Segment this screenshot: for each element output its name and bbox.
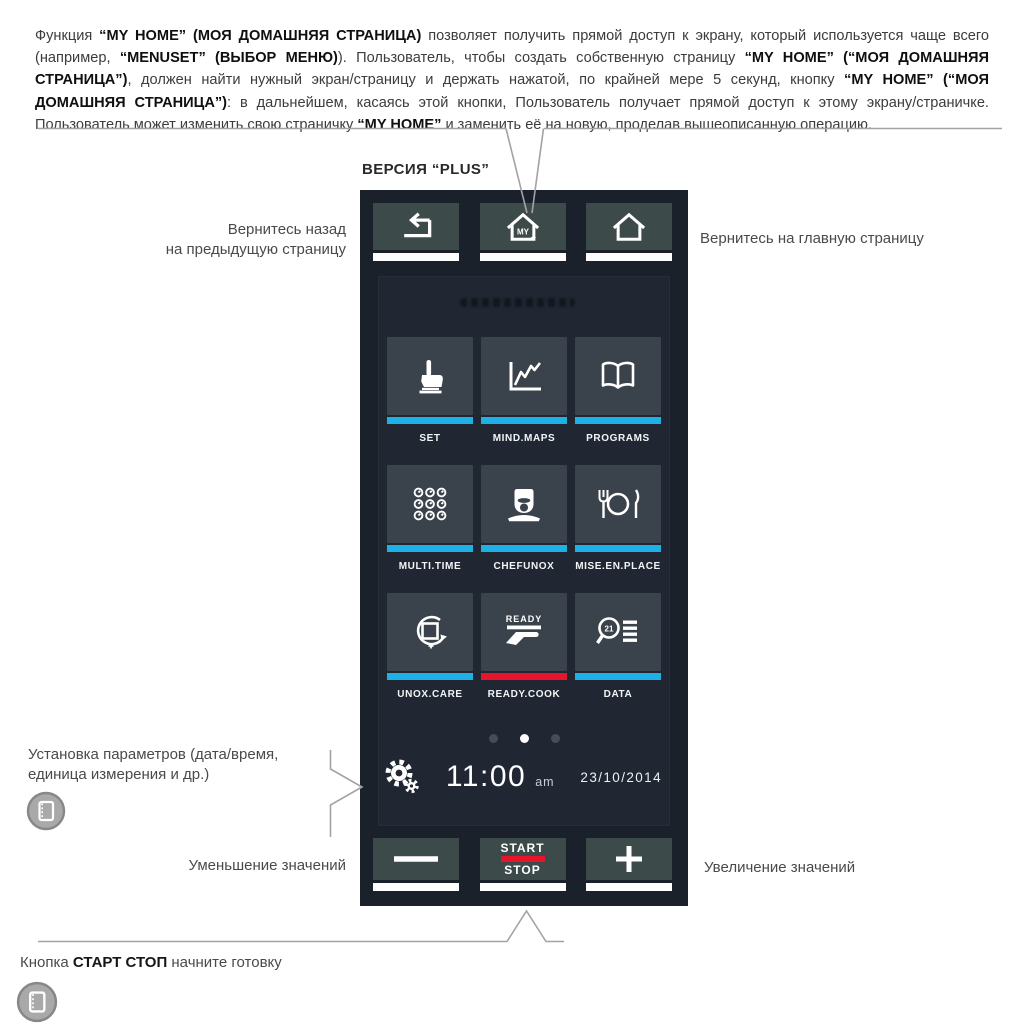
tile-label: CHEFUNOX: [493, 561, 555, 572]
multi-clock-icon: [410, 484, 450, 524]
home-icon: [608, 210, 650, 244]
button-underline: [586, 883, 672, 891]
button-underline: [373, 883, 459, 891]
back-button[interactable]: [373, 203, 459, 261]
pager-dots: [360, 734, 688, 743]
button-underline: [373, 253, 459, 261]
tile-label: PROGRAMS: [586, 433, 650, 444]
plus-button[interactable]: [586, 838, 672, 891]
pager-dot-2[interactable]: [551, 734, 560, 743]
line-chart-icon: [504, 358, 544, 394]
pager-dot-0[interactable]: [489, 734, 498, 743]
tile-accent-bar: [481, 673, 567, 680]
tile-set[interactable]: [387, 337, 473, 444]
tile-label: MIND.MAPS: [492, 433, 556, 444]
start-stop-button[interactable]: [480, 838, 566, 891]
nav-row: [373, 203, 672, 261]
tile-label: DATA: [603, 689, 633, 700]
ready-hand-icon: [501, 612, 547, 652]
svg-text:MY: MY: [516, 227, 529, 237]
version-label: ВЕРСИЯ “PLUS”: [362, 161, 490, 178]
start-label: START: [500, 841, 545, 855]
start-stop-red-bar: [501, 856, 545, 862]
tile-label: MISE.EN.PLACE: [575, 561, 661, 572]
function-grid: [387, 337, 661, 700]
my-home-button[interactable]: [480, 203, 566, 261]
annotation-start-stop: Кнопка СТАРТ СТОП начните готовку: [20, 954, 282, 971]
tile-label: MULTI.TIME: [398, 561, 462, 572]
chef-hat-icon: [502, 485, 546, 523]
plate-cutlery-icon: [595, 486, 641, 522]
back-arrow-icon: [396, 211, 436, 242]
tile-label: READY.COOK: [487, 689, 561, 700]
tile-accent-bar: [481, 417, 567, 424]
annotation-settings: Установка параметров (дата/время, единица измерения и др.): [28, 746, 279, 783]
tile-accent-bar: [387, 673, 473, 680]
tile-mise-en-place[interactable]: [575, 465, 661, 572]
button-underline: [480, 883, 566, 891]
tile-unox-care[interactable]: [387, 593, 473, 700]
bottom-button-row: [373, 838, 672, 891]
stop-label: STOP: [504, 863, 541, 877]
open-book-icon: [596, 359, 640, 393]
annotation-decrease: Уменьшение значений: [188, 857, 346, 874]
faint-header-text: [460, 298, 575, 307]
tile-accent-bar: [575, 673, 661, 680]
plus-icon: [614, 844, 644, 874]
tile-accent-bar: [387, 417, 473, 424]
annotation-back: Вернитесь назад на предыдущую страницу: [165, 221, 346, 258]
circled-booklet-icon: [16, 981, 58, 1023]
tile-accent-bar: [575, 545, 661, 552]
tile-mind-maps[interactable]: [481, 337, 567, 444]
my-home-icon: [502, 210, 544, 244]
clock: [446, 760, 555, 794]
intro-paragraph: Функция “MY HOME” (МОЯ ДОМАШНЯЯ СТРАНИЦА) позволяет получить прямой доступ к экрану, который используется чаще всего (например, “MENUSET” (ВЫБОР МЕНЮ)). Пользователь, чтобы создать собственную страницу “MY HOME” (“МОЯ ДОМАШНЯЯ СТРАНИЦА”), должен найти нужный экран/страницу и держать нажатой, по крайней мере 5 секунд, кнопку “MY HOME” (“МОЯ ДОМАШНЯЯ СТРАНИЦА”): в дальнейшем, касаясь этой кнопки, Пользователь получает прямой доступ к этому экрану/страничке. Пользователь может изменить свою страничку “MY HOME” и заменить её на новую, проделав вышеописанную операцию.: [35, 27, 990, 134]
clock-meridiem: am: [535, 775, 555, 789]
clock-time: 11:00: [445, 760, 527, 793]
magnifier-list-icon: [595, 614, 641, 650]
tile-accent-bar: [575, 417, 661, 424]
gears-icon[interactable]: [384, 759, 420, 795]
date-display: 23/10/2014: [580, 769, 662, 785]
tile-label: UNOX.CARE: [397, 689, 463, 700]
touch-hand-icon: [410, 356, 450, 396]
circled-booklet-icon: [26, 791, 66, 831]
annotation-increase: Увеличение значений: [704, 859, 856, 876]
button-underline: [480, 253, 566, 261]
oven-control-panel: [360, 190, 688, 906]
tile-accent-bar: [387, 545, 473, 552]
annotation-home: Вернитесь на главную страницу: [700, 230, 924, 247]
minus-button[interactable]: [373, 838, 459, 891]
tile-multi-time[interactable]: [387, 465, 473, 572]
tile-chefunox[interactable]: [481, 465, 567, 572]
tile-accent-bar: [481, 545, 567, 552]
svg-text:21: 21: [604, 624, 614, 634]
tile-ready-cook[interactable]: [481, 593, 567, 700]
tile-programs[interactable]: [575, 337, 661, 444]
rotate-square-icon: [410, 612, 450, 652]
pager-dot-1[interactable]: [520, 734, 529, 743]
tile-label: SET: [419, 433, 441, 444]
button-underline: [586, 253, 672, 261]
svg-text:READY: READY: [505, 614, 543, 624]
home-button[interactable]: [586, 203, 672, 261]
minus-icon: [392, 855, 440, 863]
status-row: [384, 753, 662, 801]
tile-data[interactable]: [575, 593, 661, 700]
